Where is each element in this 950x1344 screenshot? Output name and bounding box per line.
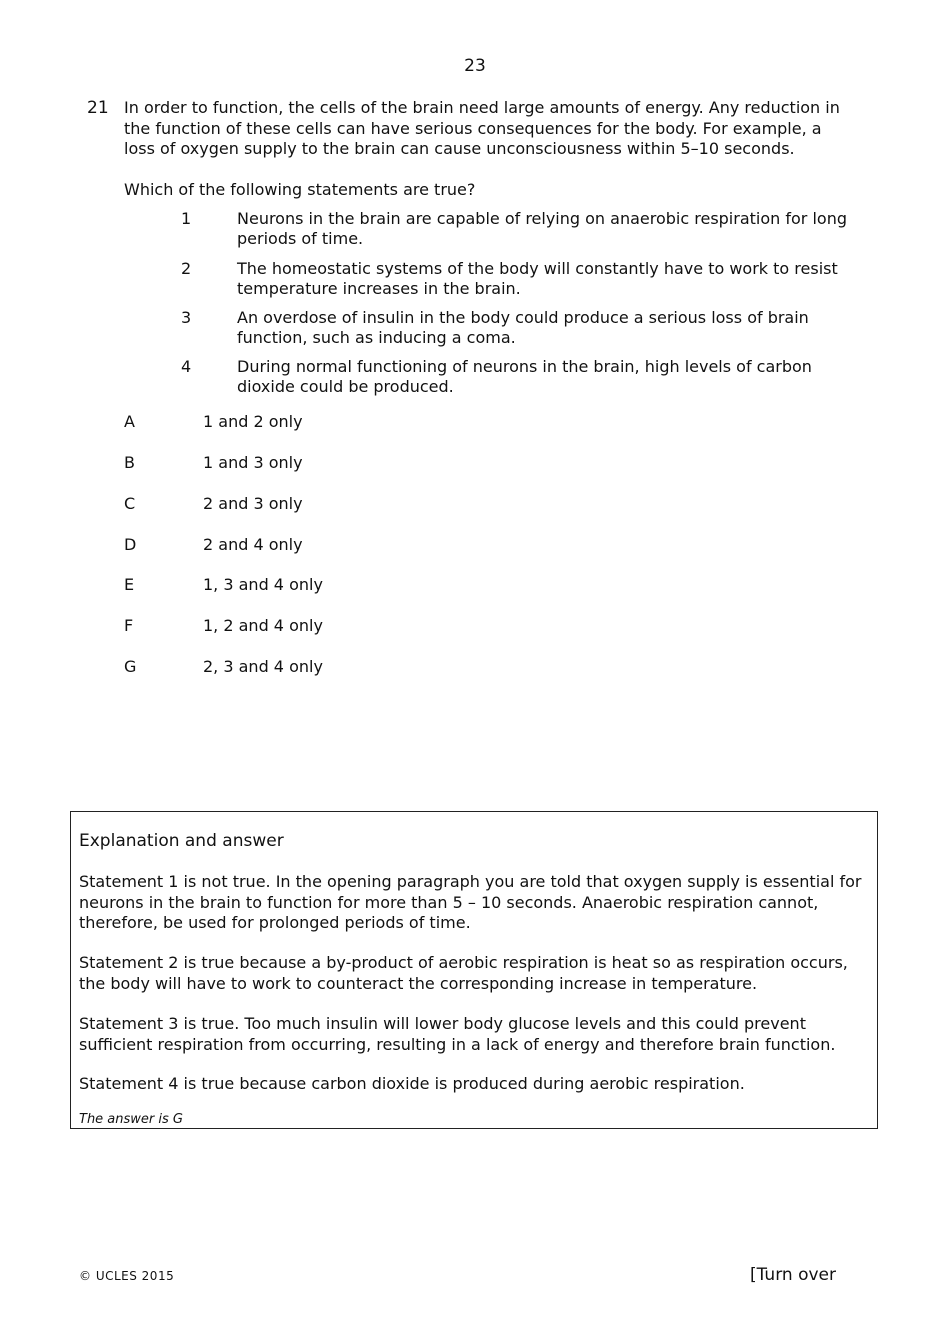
- option-letter-a: A: [124, 412, 135, 431]
- option-text-d: 2 and 4 only: [203, 535, 303, 554]
- option-letter-c: C: [124, 494, 136, 513]
- question-number: 21: [87, 98, 109, 118]
- statement-number: 2: [181, 259, 192, 278]
- option-letter-e: E: [124, 575, 135, 594]
- option-letter-g: G: [124, 657, 137, 676]
- explanation-title: Explanation and answer: [79, 831, 284, 851]
- option-text-g: 2, 3 and 4 only: [203, 657, 323, 676]
- question-prompt: Which of the following statements are true?: [124, 180, 476, 199]
- explanation-paragraph: Statement 2 is true because a by-product of aerobic respiration is heat so as respiration occurs, the body will have to work to counteract the corresponding increase in temperature.: [79, 953, 848, 993]
- option-letter-b: B: [124, 453, 135, 472]
- option-text-f: 1, 2 and 4 only: [203, 616, 323, 635]
- turn-over-label: [Turn over: [750, 1265, 836, 1285]
- statement-text: During normal functioning of neurons in the brain, high levels of carbon dioxide could be produced.: [237, 357, 812, 396]
- copyright-notice: © UCLES 2015: [79, 1269, 175, 1283]
- statement-number: 3: [181, 308, 192, 327]
- page-number: 23: [464, 56, 486, 76]
- statement-text: The homeostatic systems of the body will constantly have to work to resist temperature increases in the brain.: [237, 259, 838, 298]
- statement-number: 1: [181, 209, 192, 228]
- option-letter-d: D: [124, 535, 137, 554]
- option-text-e: 1, 3 and 4 only: [203, 575, 323, 594]
- option-text-a: 1 and 2 only: [203, 412, 303, 431]
- statement-number: 4: [181, 357, 192, 376]
- explanation-paragraph: Statement 1 is not true. In the opening paragraph you are told that oxygen supply is essential for neurons in the brain to function for more than 5 – 10 seconds. Anaerobic respiration cannot, therefore, be used for prolonged periods of time.: [79, 872, 862, 932]
- option-letter-f: F: [124, 616, 134, 635]
- explanation-answer: The answer is G: [79, 1112, 183, 1127]
- question-intro: In order to function, the cells of the brain need large amounts of energy. Any reduction in the function of these cells can have serious consequences for the body. For example, a loss of oxygen supply to the brain can cause unconsciousness within 5–10 seconds.: [124, 98, 840, 158]
- explanation-paragraph: Statement 3 is true. Too much insulin will lower body glucose levels and this could prevent sufficient respiration from occurring, resulting in a lack of energy and therefore brain function.: [79, 1014, 836, 1054]
- option-text-c: 2 and 3 only: [203, 494, 303, 513]
- option-text-b: 1 and 3 only: [203, 453, 303, 472]
- explanation-paragraph: Statement 4 is true because carbon dioxide is produced during aerobic respiration.: [79, 1074, 745, 1093]
- statement-text: Neurons in the brain are capable of relying on anaerobic respiration for long periods of time.: [237, 209, 847, 248]
- statement-text: An overdose of insulin in the body could produce a serious loss of brain function, such as inducing a coma.: [237, 308, 809, 347]
